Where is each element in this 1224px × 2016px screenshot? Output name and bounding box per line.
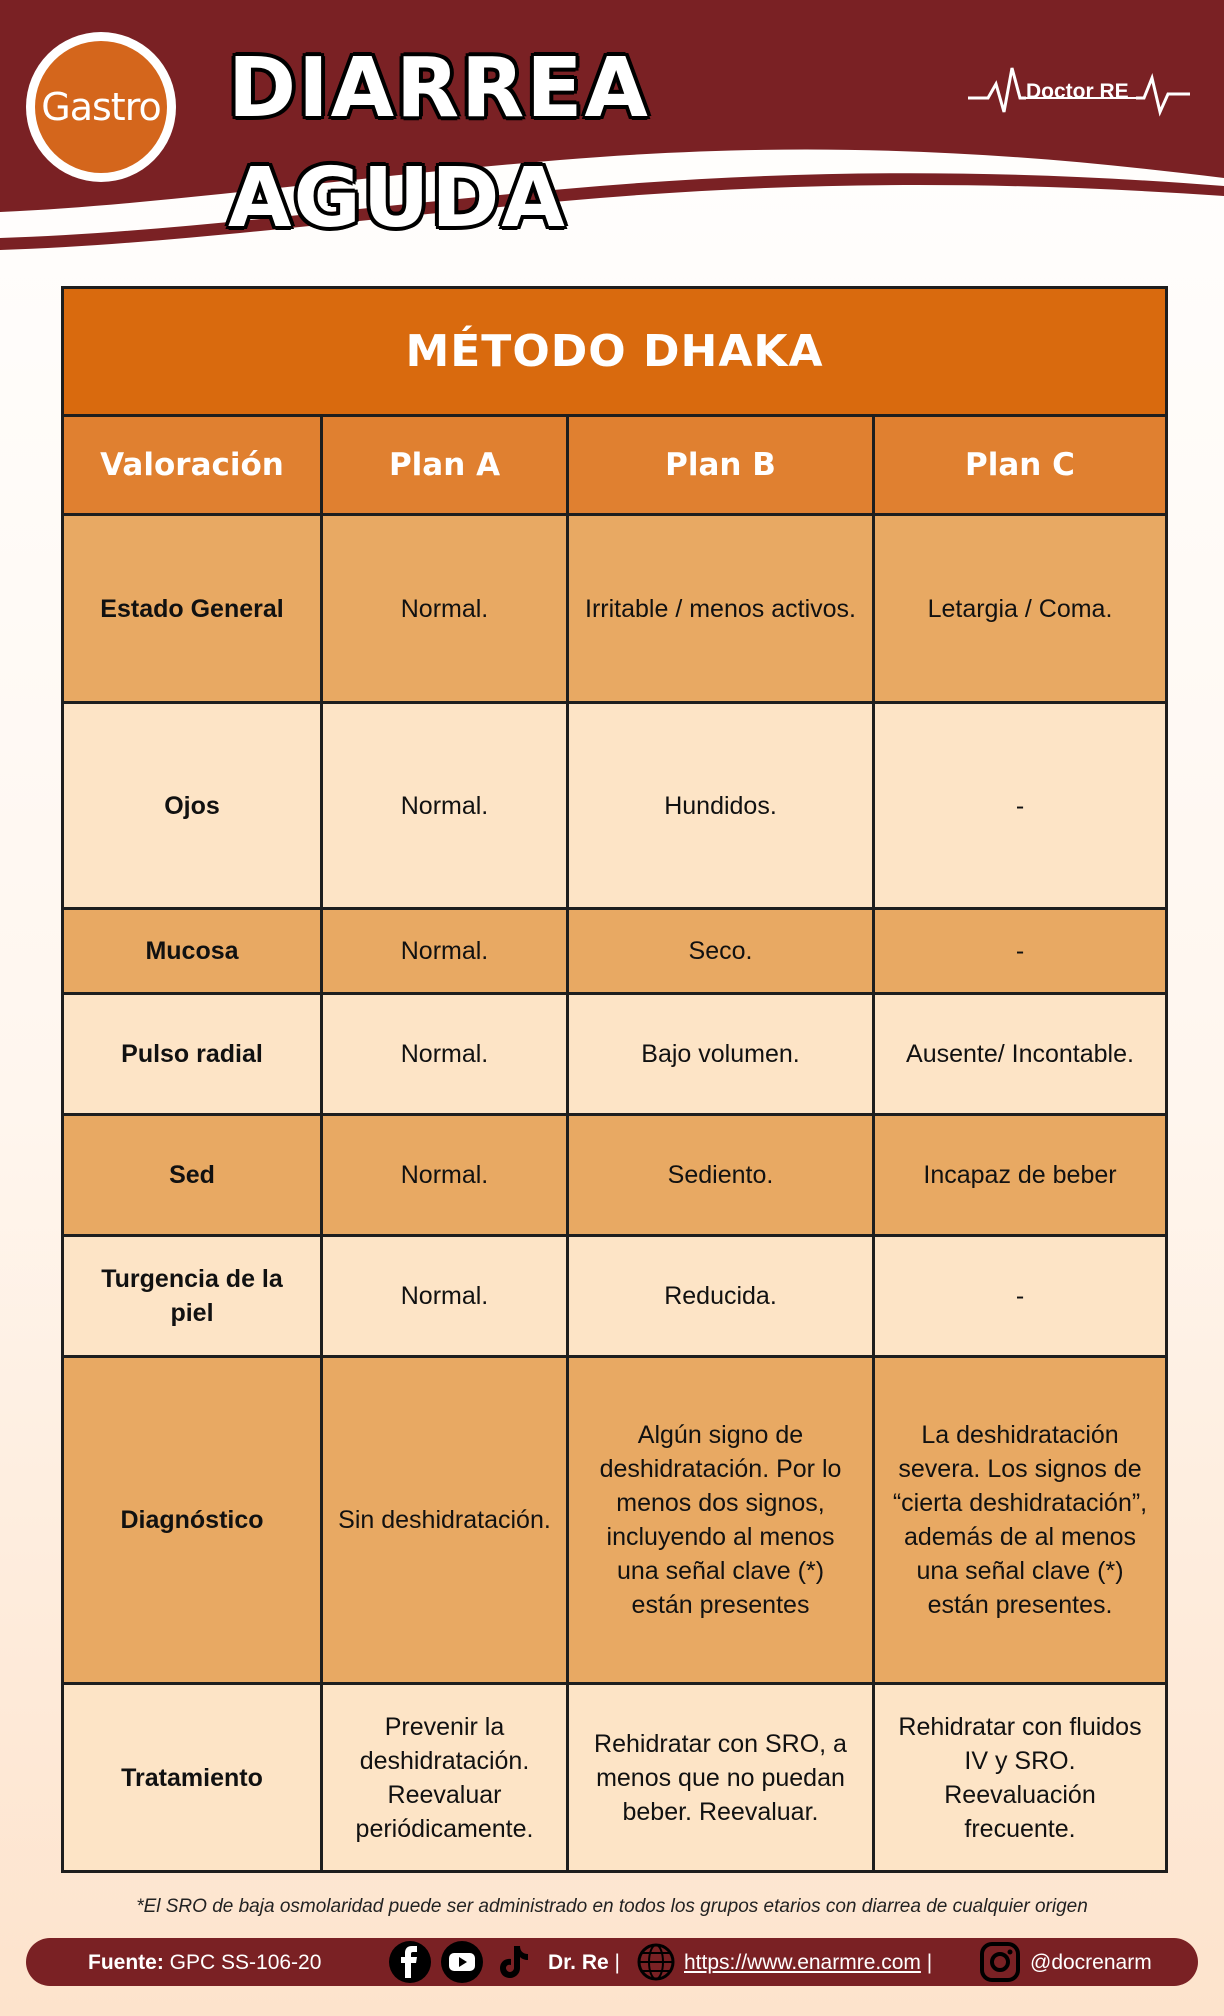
page-title: DIARREA AGUDA [228,41,650,246]
cell-plan-a: Normal. [322,515,568,703]
cell-plan-c: Ausente/ Incontable. [874,994,1167,1115]
cell-plan-a: Sin deshidratación. [322,1357,568,1684]
row-label: Mucosa [63,909,322,994]
source-value: GPC SS-106-20 [169,1951,322,1974]
youtube-icon[interactable] [440,1940,484,1984]
row-label: Estado General [63,515,322,703]
cell-plan-b: Reducida. [568,1236,874,1357]
column-header-valoracion: Valoración [63,416,322,515]
footer-links [684,1951,932,1975]
column-header-plan-c: Plan C [874,416,1167,515]
tiktok-icon[interactable] [492,1940,536,1984]
facebook-icon[interactable] [388,1940,432,1984]
table-row [63,1357,1167,1684]
website-link[interactable]: https://www.enarmre.com [684,1951,921,1974]
cell-plan-b: Hundidos. [568,703,874,909]
cell-plan-b: Seco. [568,909,874,994]
table-row [63,1115,1167,1236]
footer-author [548,1951,620,1975]
social-handle[interactable]: @docrenarm [1030,1951,1152,1974]
table-row [63,994,1167,1115]
row-label: Tratamiento [63,1684,322,1872]
cell-plan-a: Normal. [322,909,568,994]
doctor-re-logo [968,58,1190,128]
cell-plan-a: Normal. [322,703,568,909]
dhaka-table [61,286,1168,1873]
table-title: MÉTODO DHAKA [63,288,1167,416]
cell-plan-a: Normal. [322,1115,568,1236]
footer-separator: | [926,1951,933,1974]
cell-plan-c: Incapaz de beber [874,1115,1167,1236]
cell-plan-b: Bajo volumen. [568,994,874,1115]
column-header-plan-b: Plan B [568,416,874,515]
cell-plan-b: Algún signo de deshidratación. Por lo menos dos signos, incluyendo al menos una señal clave (*) están presentes [568,1357,874,1684]
table-row [63,703,1167,909]
table-row [63,1684,1167,1872]
logo-text: Doctor RE [1026,80,1129,103]
footer-separator: | [614,1951,621,1974]
cell-plan-b: Rehidratar con SRO, a menos que no puedan beber. Reevaluar. [568,1684,874,1872]
cell-plan-b: Irritable / menos activos. [568,515,874,703]
row-label: Pulso radial [63,994,322,1115]
cell-plan-a: Normal. [322,994,568,1115]
row-label: Sed [63,1115,322,1236]
cell-plan-b: Sediento. [568,1115,874,1236]
table-row [63,1236,1167,1357]
cell-plan-c: - [874,1236,1167,1357]
footer-bar [26,1938,1198,1986]
source-label: Fuente: [88,1951,164,1974]
footnote: *El SRO de baja osmolaridad puede ser administrado en todos los grupos etarios con diarrea de cualquier origen [136,1896,1088,1917]
cell-plan-c: Letargia / Coma. [874,515,1167,703]
row-label: Diagnóstico [63,1357,322,1684]
instagram-icon[interactable] [978,1940,1022,1984]
row-label: Turgencia de la piel [63,1236,322,1357]
cell-plan-c: - [874,909,1167,994]
table-row [63,515,1167,703]
cell-plan-c: La deshidratación severa. Los signos de “cierta deshidratación”, además de al menos una señal clave (*) están presentes. [874,1357,1167,1684]
row-label: Ojos [63,703,322,909]
globe-icon [634,1940,678,1984]
gastro-badge [26,32,176,182]
cell-plan-a: Prevenir la deshidratación. Reevaluar periódicamente. [322,1684,568,1872]
source-citation [88,1951,321,1975]
cell-plan-c: - [874,703,1167,909]
author-name: Dr. Re [548,1951,609,1974]
cell-plan-a: Normal. [322,1236,568,1357]
gastro-badge-label: Gastro [35,41,167,173]
cell-plan-c: Rehidratar con fluidos IV y SRO. Reevaluación frecuente. [874,1684,1167,1872]
header-banner [0,0,1224,260]
table-row [63,909,1167,994]
column-header-plan-a: Plan A [322,416,568,515]
